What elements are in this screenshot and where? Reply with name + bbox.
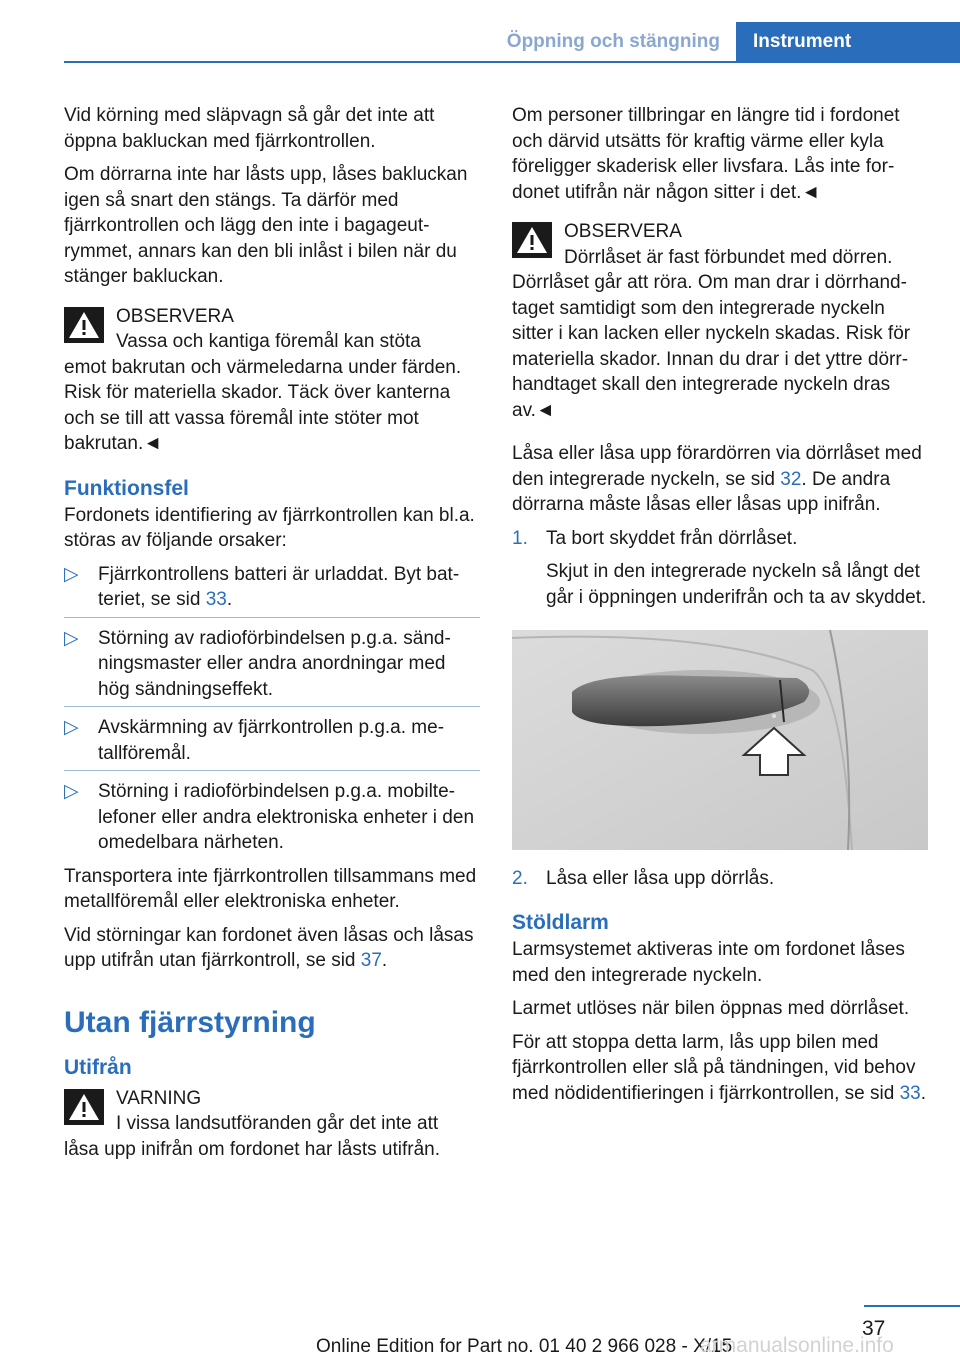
list-item	[64, 562, 480, 613]
cause-list	[64, 562, 480, 856]
divider	[64, 770, 480, 771]
step-list	[512, 526, 928, 611]
list-item-text: Avskärmning av fjärrkontrollen p.g.a. metallföremål.	[98, 717, 445, 764]
paragraph: Transportera inte fjärrkontrollen tillsammans med metallföremål eller elektroniska enheter.	[64, 865, 477, 912]
step-item	[512, 526, 928, 611]
warning-box	[64, 1086, 480, 1163]
paragraph-text: För att stoppa detta larm, lås upp bilen med fjärrkontrollen eller slå på tändningen, vid behov med nödidentifieringen i fjärrkontrollen, se sid	[512, 1031, 916, 1104]
footer-rule	[864, 1305, 960, 1307]
list-item-text: Störning i radioförbindelsen p.g.a. mobiltelefoner eller andra elektroniska enheter i den omedelbara närheten.	[98, 781, 475, 853]
divider	[64, 617, 480, 618]
watermark: armanualsonline.info	[700, 1334, 894, 1357]
paragraph-text: Låsa eller låsa upp förardörren via dörrlåset med den integrerade nyckeln, se sid	[512, 443, 922, 490]
step-item	[512, 866, 928, 892]
punctuation: .	[226, 589, 233, 610]
page-link[interactable]: 33	[205, 589, 227, 610]
paragraph-text: Vid störningar kan fordonet även låsas och låsas upp utifrån utan fjärrkontroll, se sid	[64, 924, 474, 971]
warning-triangle-icon	[64, 1089, 104, 1125]
warning-box	[512, 219, 928, 423]
warning-text: låsa upp inifrån om fordonet har låsts utifrån.	[64, 1138, 440, 1160]
warning-box	[64, 304, 480, 457]
header-rule	[64, 61, 960, 63]
page-link[interactable]: 32	[780, 468, 802, 490]
divider	[64, 706, 480, 707]
step-text: Ta bort skyddet från dörrlåset.	[546, 527, 798, 549]
warning-text: emot bakrutan och värmeledarna under färden. Risk för materiella skador. Täck över kanterna och se till att vassa föremål inte stöter mot bakrutan.◄	[64, 356, 462, 454]
paragraph: Larmsystemet aktiveras inte om fordonet låses med den integrerade nyckeln.	[512, 939, 905, 986]
heading-utan-fjarrstyrning: Utan fjärrstyrning	[64, 1005, 316, 1039]
step-number: 2.	[512, 867, 528, 889]
paragraph: Fordonets identifiering av fjärrkontrollen kan bl.a. störas av följande orsaker:	[64, 504, 475, 551]
paragraph: Om dörrarna inte har låsts upp, låses bakluckan igen så snart den stängs. Ta därför med fjärrkontrollen och lägg den inte i bagageutrymmet, annars kan den bli inlåst i bilen när du stänger bakluckan.	[64, 164, 468, 287]
page-number: 37	[862, 1317, 886, 1340]
paragraph: Om personer tillbringar en längre tid i fordonet och därvid utsätts för kraftig värme eller kyla föreligger skaderisk eller livsfara. Lås inte fordonet utifrån när någon sitter i det.◄	[512, 105, 900, 203]
triangle-bullet-icon: ▷	[64, 717, 79, 738]
warning-first-line: Vassa och kantiga föremål kan stöta	[116, 331, 421, 352]
paragraph	[64, 923, 480, 974]
warning-first-line: Dörrlåset är fast förbundet med dörren.	[564, 246, 893, 268]
chapter-tab	[736, 22, 960, 63]
step-number: 1.	[512, 527, 528, 549]
step-list	[512, 866, 928, 892]
section-title: Öppning och stängning	[506, 31, 720, 52]
triangle-bullet-icon: ▷	[64, 563, 79, 585]
page-header	[0, 0, 960, 62]
heading-utifran: Utifrån	[64, 1055, 132, 1079]
warning-title: OBSERVERA	[564, 221, 682, 242]
warning-title: OBSERVERA	[116, 305, 234, 327]
edition-text: Online Edition for Part no. 01 40 2 966 028 - X/15	[316, 1336, 733, 1357]
chapter-tab-label: Instrument	[753, 31, 852, 52]
paragraph-text: . De andra dörrarna måste låsas eller låsas upp inifrån.	[512, 468, 891, 515]
paragraph	[512, 441, 928, 518]
warning-triangle-icon	[512, 222, 552, 258]
triangle-bullet-icon: ▷	[64, 781, 79, 802]
left-column	[64, 103, 480, 1180]
right-column	[512, 103, 928, 1114]
page-link[interactable]: 33	[899, 1082, 921, 1104]
list-item-text: Störning av radioförbindelsen p.g.a. sändningsmaster eller andra anordningar med hög sändningseffekt.	[98, 627, 451, 700]
step-text: Låsa eller låsa upp dörrlås.	[546, 867, 775, 889]
warning-text: Dörrlåset går att röra. Om man drar i dörrhandtaget samtidigt som den integrerade nyckeln sitter i kan lacken eller nyckeln skadas. Risk för materiella skador. Innan du drar i det yttre dörrhandtaget skall den integrerade nyckeln dras av.◄	[512, 272, 911, 421]
paragraph	[512, 1030, 928, 1107]
warning-triangle-icon	[64, 307, 104, 343]
list-item-text: Fjärrkontrollens batteri är urladdat. Byt batteriet, se sid	[98, 563, 460, 610]
heading-stoldlarm: Stöldlarm	[512, 911, 609, 934]
triangle-bullet-icon: ▷	[64, 627, 79, 649]
list-item	[64, 715, 480, 766]
heading-funktionsfel: Funktionsfel	[64, 476, 189, 500]
step-subtext: Skjut in den integrerade nyckeln så långt det går i öppningen underifrån och ta av skyddet.	[546, 561, 927, 608]
punctuation: .	[920, 1082, 927, 1104]
punctuation: .	[381, 950, 388, 971]
list-item	[64, 779, 480, 856]
list-item	[64, 626, 480, 703]
door-handle-photo	[512, 630, 928, 850]
page-link[interactable]: 37	[360, 950, 382, 971]
paragraph: Larmet utlöses när bilen öppnas med dörrlåset.	[512, 998, 910, 1019]
warning-title: VARNING	[116, 1087, 202, 1109]
paragraph: Vid körning med släpvagn så går det inte att öppna bakluckan med fjärrkontrollen.	[64, 105, 435, 152]
warning-first-line: I vissa landsutföranden går det inte att	[116, 1113, 439, 1134]
